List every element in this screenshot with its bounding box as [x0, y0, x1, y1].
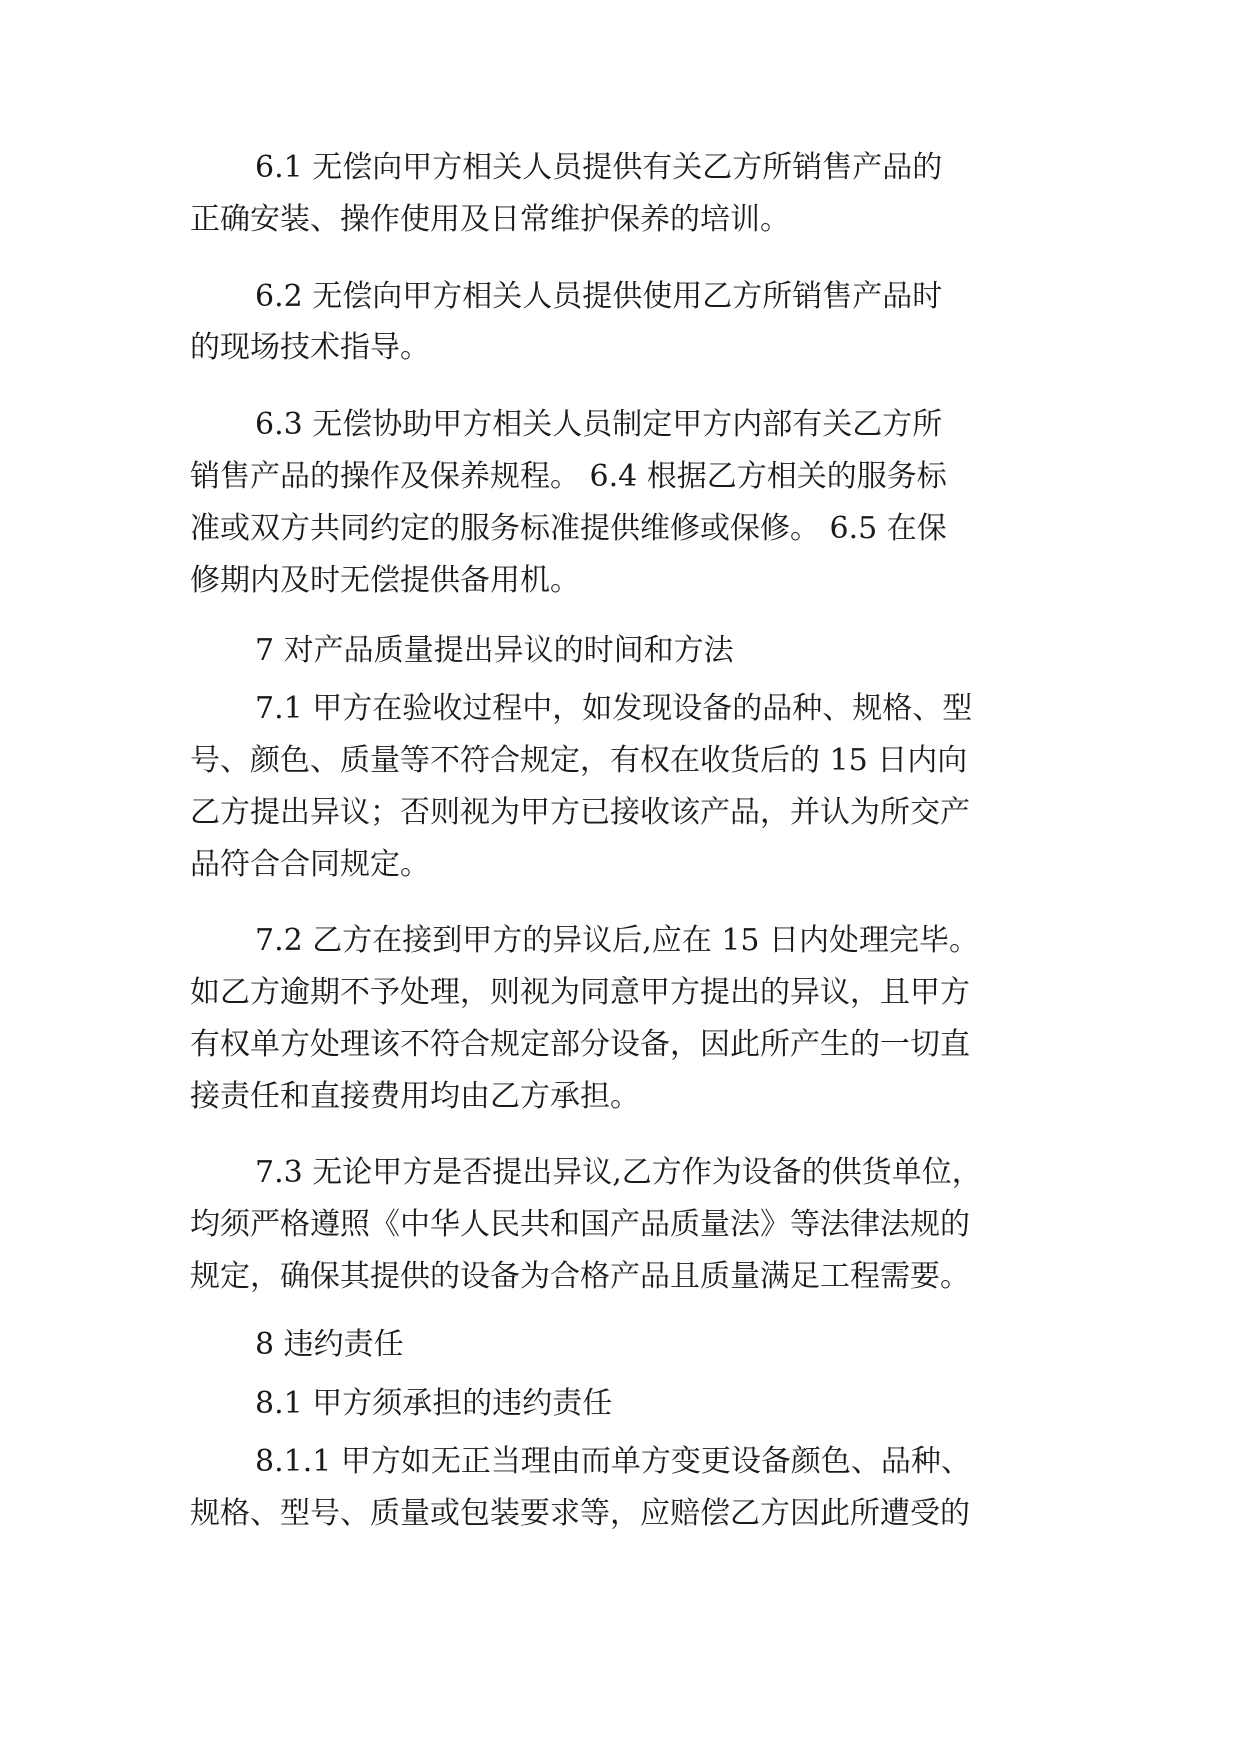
- text-line: 规定，确保其提供的设备为合格产品且质量满足工程需要。: [190, 1259, 970, 1294]
- text-line: 7.2 乙方在接到甲方的异议后,应在 15 日内处理完毕。: [255, 923, 980, 958]
- text-line: 销售产品的操作及保养规程。 6.4 根据乙方相关的服务标: [190, 459, 947, 494]
- text-line: 6.1 无偿向甲方相关人员提供有关乙方所销售产品的: [255, 150, 943, 185]
- text-line: 均须严格遵照《中华人民共和国产品质量法》等法律法规的: [190, 1207, 970, 1242]
- text-line: 规格、型号、质量或包装要求等，应赔偿乙方因此所遭受的: [190, 1496, 970, 1531]
- text-line: 接责任和直接费用均由乙方承担。: [190, 1079, 640, 1114]
- text-line: 如乙方逾期不予处理，则视为同意甲方提出的异议，且甲方: [190, 975, 970, 1010]
- text-line: 准或双方共同约定的服务标准提供维修或保修。 6.5 在保: [190, 511, 947, 546]
- section-heading: 7 对产品质量提出异议的时间和方法: [255, 633, 734, 668]
- text-line: 正确安装、操作使用及日常维护保养的培训。: [190, 202, 790, 237]
- subsection-heading: 8.1 甲方须承担的违约责任: [255, 1386, 613, 1421]
- text-line: 7.3 无论甲方是否提出异议,乙方作为设备的供货单位，: [255, 1155, 982, 1190]
- text-line: 修期内及时无偿提供备用机。: [190, 563, 580, 598]
- text-line: 品符合合同规定。: [190, 847, 430, 882]
- text-line: 8.1.1 甲方如无正当理由而单方变更设备颜色、品种、: [255, 1444, 971, 1479]
- text-line: 6.2 无偿向甲方相关人员提供使用乙方所销售产品时: [255, 279, 943, 314]
- section-heading: 8 违约责任: [255, 1327, 404, 1362]
- text-line: 乙方提出异议；否则视为甲方已接收该产品，并认为所交产: [190, 795, 970, 830]
- text-line: 号、颜色、质量等不符合规定，有权在收货后的 15 日内向: [190, 743, 968, 778]
- text-line: 6.3 无偿协助甲方相关人员制定甲方内部有关乙方所: [255, 407, 943, 442]
- text-line: 的现场技术指导。: [190, 330, 430, 365]
- text-line: 7.1 甲方在验收过程中，如发现设备的品种、规格、型: [255, 691, 973, 726]
- text-line: 有权单方处理该不符合规定部分设备，因此所产生的一切直: [190, 1027, 970, 1062]
